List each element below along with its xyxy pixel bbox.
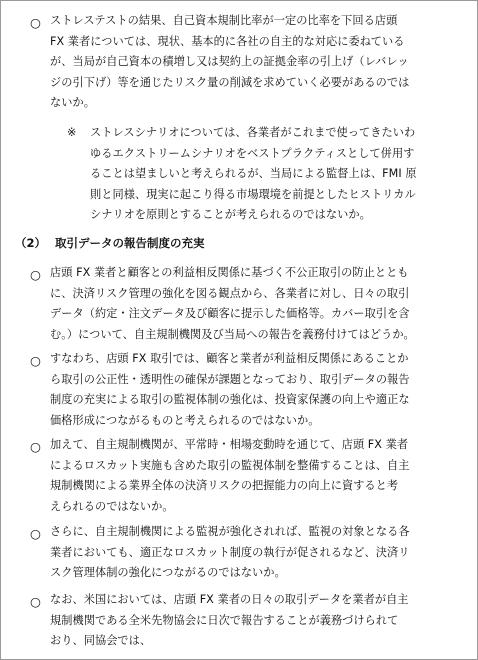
text-line: 制度の充実による取引の監視体制の強化は、投資家保護の向上や適正な [50,393,410,406]
bullet-marker: ○ [30,594,41,609]
text-line: ることは望ましいと考えられるが、当局による監督上は、FMI 原 [90,167,417,180]
text-line: ら取引の公正性・透明性の確保が課題となっており、取引データの報告 [50,372,410,386]
section-title: 取引データの報告制度の充実 [55,236,205,250]
text-line: なお、米国においては、店頭 FX 業者の日々の取引データを業者が自主 [50,593,409,606]
note-marker: ※ [67,126,77,139]
text-line: シナリオを原則とすることが考えられるのではないか。 [90,208,371,221]
text-line: 価格形成につながるものと考えられるのではないか。 [50,413,320,427]
text-line: 規制機関である全米先物協会に日次で報告することが義務づけられて [50,613,399,627]
section-heading [15,233,205,253]
text-line: む。）について、自主規制機関及び当局への報告を義務付けてはどうか。 [50,327,415,341]
paragraph-trade-data-reporting [50,263,470,345]
text-line: ストレスシナリオについては、各業者がこれまで使ってきたいわ [90,126,416,139]
paragraph-stress-test [50,11,470,114]
note-stress-scenario [90,123,470,226]
text-line: 店頭 FX 業者と顧客との利益相反関係に基づく不公正取引の防止ととも [50,266,409,279]
text-line: によるロスカット実施も含めた取引の監視体制を整備することは、自主 [50,458,410,472]
text-line: えられるのではないか。 [50,499,174,513]
text-line: データ（約定・注文データ及び顧客に提示した価格等。カバー取引を含 [50,307,410,320]
bullet-marker: ○ [30,15,41,30]
bullet-marker: ○ [30,353,41,368]
text-line: 業者においても、適正なロスカット制度の執行が促されるなど、決済リ [50,545,410,559]
text-line: が、当局が自己資本の積増し又は契約上の証拠金率の引上げ（レバレッ [50,55,409,68]
bullet-marker: ○ [30,526,41,541]
text-line: スク管理体制の強化につながるのではないか。 [50,566,286,579]
text-line: さらに、自主規制機関による監視が強化されれば、監視の対象となる各 [50,525,410,538]
paragraph-monitoring-system [50,435,470,517]
text-line: 規制機関による業界全体の決済リスクの把握能力の向上に資すると考 [50,479,399,492]
text-line: 則と同様、現実に起こり得る市場環境を前提としたヒストリカル [90,187,416,201]
paragraph-us-nfa-reporting [50,590,470,652]
text-line: に、決済リスク管理の強化を図る観点から、各業者に対し、日々の取引 [50,286,410,300]
text-line: ゆるエクストリームシナリオをベストプラクティスとして併用す [90,146,415,160]
bullet-marker: ○ [30,439,41,454]
text-line: すなわち、店頭 FX 取引では、顧客と業者が利益相反関係にあることか [50,352,409,365]
text-line: FX 業者については、現状、基本的に各社の自主的な対応に委ねている [50,34,405,48]
text-line: おり、同協会では、 [50,634,152,647]
text-line: ないか。 [50,96,95,109]
paragraph-fairness-transparency [50,349,470,431]
section-number: （2） [15,236,47,250]
paragraph-losscut-enforcement [50,522,470,584]
text-line: ストレステストの結果、自己資本規制比率が一定の比率を下回る店頭 [50,14,398,27]
text-line: ジの引下げ）等を通じたリスク量の削減を求めていく必要があるのでは [50,75,410,89]
bullet-marker: ○ [30,267,41,282]
text-line: 加えて、自主規制機関が、平常時・相場変動時を通じて、店頭 FX 業者 [50,438,409,451]
